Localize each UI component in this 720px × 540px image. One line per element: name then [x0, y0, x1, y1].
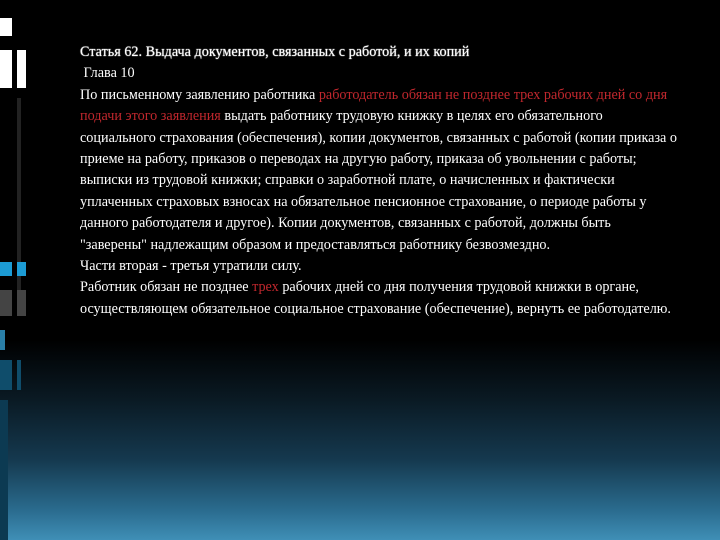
paragraph-2: Части вторая - третья утратили силу.	[80, 258, 302, 275]
paragraph-3-highlight: трех	[252, 279, 279, 296]
paragraph-3-start: Работник обязан не позднее	[80, 279, 253, 296]
paragraph-1	[80, 85, 680, 256]
paragraph-1-start: По письменному заявлению работника	[80, 86, 319, 103]
paragraph-1-highlight: работодатель обязан не позднее трех рабочих дней со дня подачи этого заявления	[80, 86, 668, 125]
decor-bar	[0, 18, 12, 36]
decor-bar	[17, 360, 21, 390]
paragraph-1-rest: выдать работнику трудовую книжку в целях его обязательного социального страхования (обеспечения), копии документов, связанных с работой (копии приказа о приеме на работу, приказов о переводах на другую работу, приказа об увольнении с работы; выписки из трудовой книжки; справки о заработной плате, о начисленных и фактически уплаченных страховых взносах на обязательное пенсионное страхование, о периоде работы у данного работодателя и другое). Копии документов, связанных с работой, должны быть "заверены" надлежащим образом и предоставляться работнику безвозмездно.	[80, 108, 677, 253]
paragraph-3-rest: рабочих дней со дня получения трудовой книжки в органе, осуществляющем обязательное социальное страхование (обеспечение), вернуть ее работодателю.	[80, 279, 671, 317]
article-title: Статья 62. Выдача документов, связанных с работой, и их копий	[80, 44, 470, 60]
paragraph-3	[80, 277, 680, 320]
decor-bar	[17, 262, 26, 276]
decor-bar	[0, 50, 12, 88]
chapter-label	[80, 63, 680, 84]
decor-bar	[0, 330, 5, 350]
decor-bar	[0, 290, 12, 316]
decor-bar	[17, 50, 26, 88]
decor-bar	[17, 290, 26, 316]
chapter-text: Глава 10	[83, 65, 135, 82]
decor-bar	[0, 360, 12, 390]
decor-bar	[0, 400, 8, 540]
decor-bar	[0, 262, 12, 276]
article-body	[80, 42, 680, 320]
